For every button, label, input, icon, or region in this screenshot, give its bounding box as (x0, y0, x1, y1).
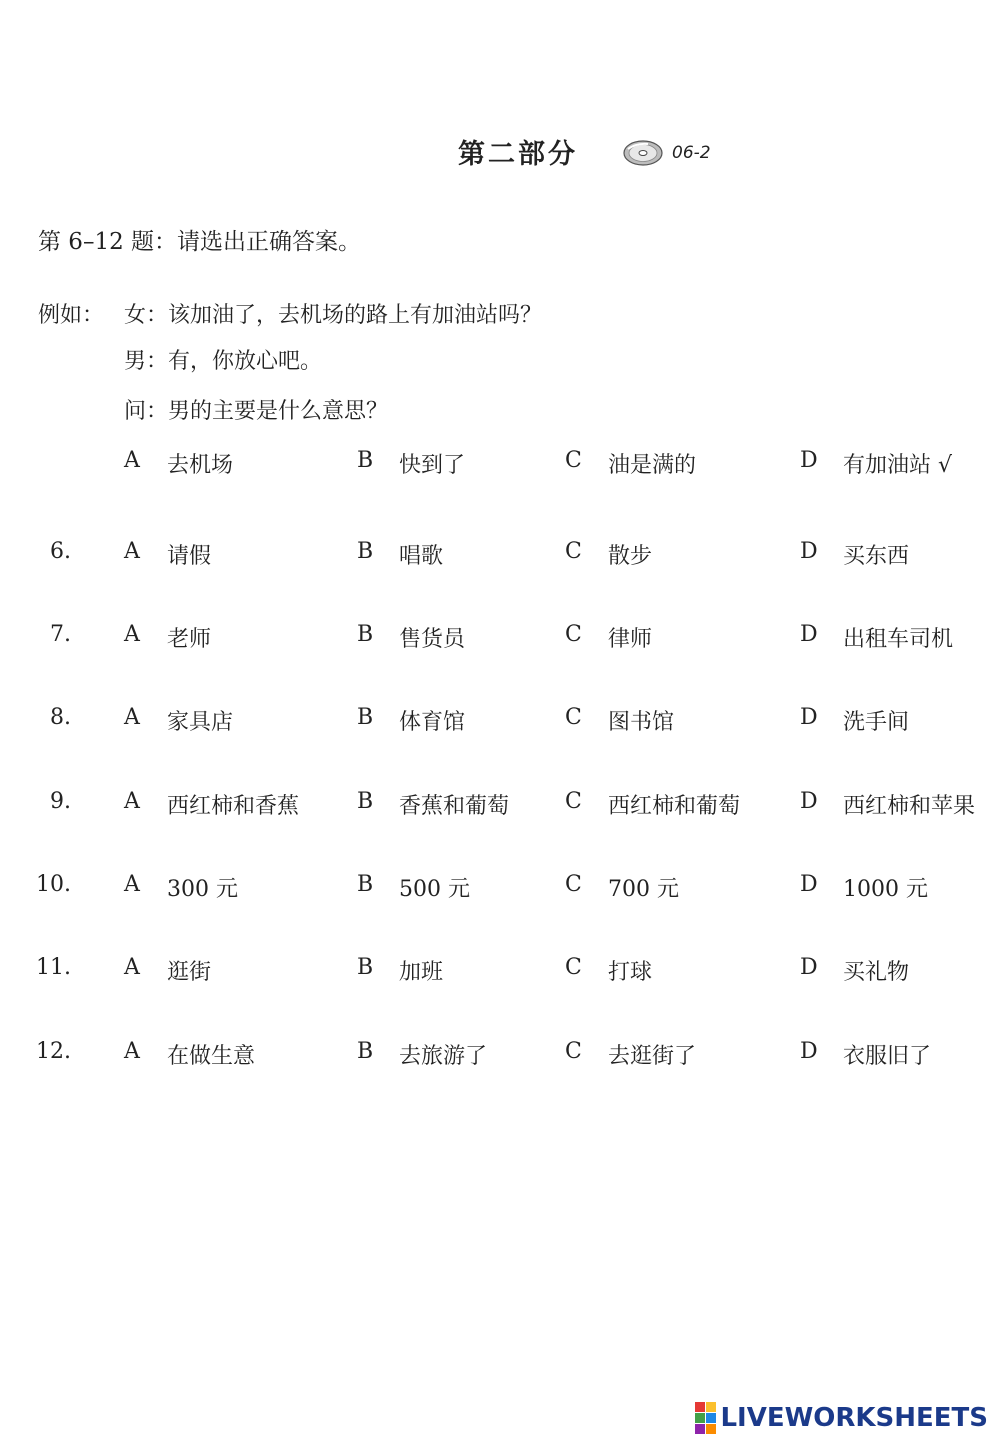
question-10-option-label-a: A (124, 872, 140, 897)
liveworksheets-logo-icon (695, 1402, 716, 1434)
question-10-option-label-c: C (565, 872, 582, 897)
question-12-option-text-d: 衣服旧了 (843, 1044, 932, 1069)
question-9-option-label-c: C (565, 789, 582, 814)
question-12-option-text-a: 在做生意 (167, 1044, 256, 1069)
question-7-option-label-b: B (357, 622, 374, 647)
question-10-option-text-c: 700 元 (608, 877, 679, 902)
question-6-option-label-a: A (124, 539, 140, 564)
question-number: 11. (36, 955, 71, 980)
question-8-option-text-b: 体育馆 (399, 710, 466, 735)
question-9-option-text-d: 西红柿和苹果 (843, 794, 976, 819)
example-line-man: 男：有，你放心吧。 (124, 349, 323, 374)
example-option-text-c: 油是满的 (608, 453, 697, 478)
question-number: 8. (50, 705, 71, 730)
question-7-option-text-b: 售货员 (399, 627, 466, 652)
example-option-text-a: 去机场 (167, 453, 234, 478)
question-12-option-label-b: B (357, 1039, 374, 1064)
question-10-option-text-a: 300 元 (167, 877, 238, 902)
question-8-option-label-c: C (565, 705, 582, 730)
question-number: 10. (36, 872, 71, 897)
question-11-option-text-b: 加班 (399, 960, 444, 985)
liveworksheets-branding (695, 1402, 988, 1434)
question-7-option-label-c: C (565, 622, 582, 647)
question-number: 12. (36, 1039, 71, 1064)
question-6-option-text-d: 买东西 (843, 544, 910, 569)
question-8-option-label-d: D (800, 705, 818, 730)
question-7-option-label-a: A (124, 622, 140, 647)
example-option-label-a: A (124, 448, 140, 473)
question-number: 9. (50, 789, 71, 814)
question-6-option-label-d: D (800, 539, 818, 564)
question-12-option-label-d: D (800, 1039, 818, 1064)
example-option-label-b: B (357, 448, 374, 473)
question-6-option-label-b: B (357, 539, 374, 564)
question-11-option-text-a: 逛街 (167, 960, 212, 985)
question-10-option-text-d: 1000 元 (843, 877, 928, 902)
question-7-option-label-d: D (800, 622, 818, 647)
question-12-option-text-b: 去旅游了 (399, 1044, 488, 1069)
question-8-option-text-c: 图书馆 (608, 710, 675, 735)
question-12-option-label-c: C (565, 1039, 582, 1064)
question-6-option-label-c: C (565, 539, 582, 564)
question-10-option-label-d: D (800, 872, 818, 897)
question-7-option-text-d: 出租车司机 (843, 627, 954, 652)
audio-track-label: 06-2 (672, 143, 711, 163)
question-11-option-label-c: C (565, 955, 582, 980)
question-9-option-text-c: 西红柿和葡萄 (608, 794, 741, 819)
question-8-option-text-d: 洗手间 (843, 710, 910, 735)
question-7-option-text-c: 律师 (608, 627, 653, 652)
question-8-option-label-b: B (357, 705, 374, 730)
question-9-option-label-b: B (357, 789, 374, 814)
example-option-label-d: D (800, 448, 818, 473)
example-line-question: 问：男的主要是什么意思？ (124, 399, 389, 424)
question-12-option-label-a: A (124, 1039, 140, 1064)
example-lead: 例如： (38, 303, 105, 328)
question-10-option-text-b: 500 元 (399, 877, 470, 902)
question-6-option-text-c: 散步 (608, 544, 653, 569)
question-9-option-label-d: D (800, 789, 818, 814)
question-11-option-label-a: A (124, 955, 140, 980)
question-7-option-text-a: 老师 (167, 627, 212, 652)
question-number: 6. (50, 539, 71, 564)
question-6-option-text-a: 请假 (167, 544, 212, 569)
question-11-option-label-b: B (357, 955, 374, 980)
question-8-option-text-a: 家具店 (167, 710, 234, 735)
cd-disc-icon (622, 137, 664, 167)
question-11-option-text-d: 买礼物 (843, 960, 910, 985)
question-number: 7. (50, 622, 71, 647)
question-9-option-label-a: A (124, 789, 140, 814)
instruction-text: 第 6–12 题：请选出正确答案。 (38, 229, 362, 255)
question-9-option-text-a: 西红柿和香蕉 (167, 794, 300, 819)
section-title: 第二部分 (458, 139, 578, 170)
example-line-woman: 女：该加油了，去机场的路上有加油站吗？ (124, 303, 543, 328)
question-9-option-text-b: 香蕉和葡萄 (399, 794, 510, 819)
liveworksheets-wordmark: LIVEWORKSHEETS (720, 1403, 988, 1433)
example-option-text-d: 有加油站 √ (843, 453, 953, 478)
example-option-text-b: 快到了 (399, 453, 466, 478)
question-12-option-text-c: 去逛街了 (608, 1044, 697, 1069)
question-11-option-label-d: D (800, 955, 818, 980)
question-11-option-text-c: 打球 (608, 960, 653, 985)
example-option-label-c: C (565, 448, 582, 473)
question-10-option-label-b: B (357, 872, 374, 897)
question-8-option-label-a: A (124, 705, 140, 730)
question-6-option-text-b: 唱歌 (399, 544, 444, 569)
